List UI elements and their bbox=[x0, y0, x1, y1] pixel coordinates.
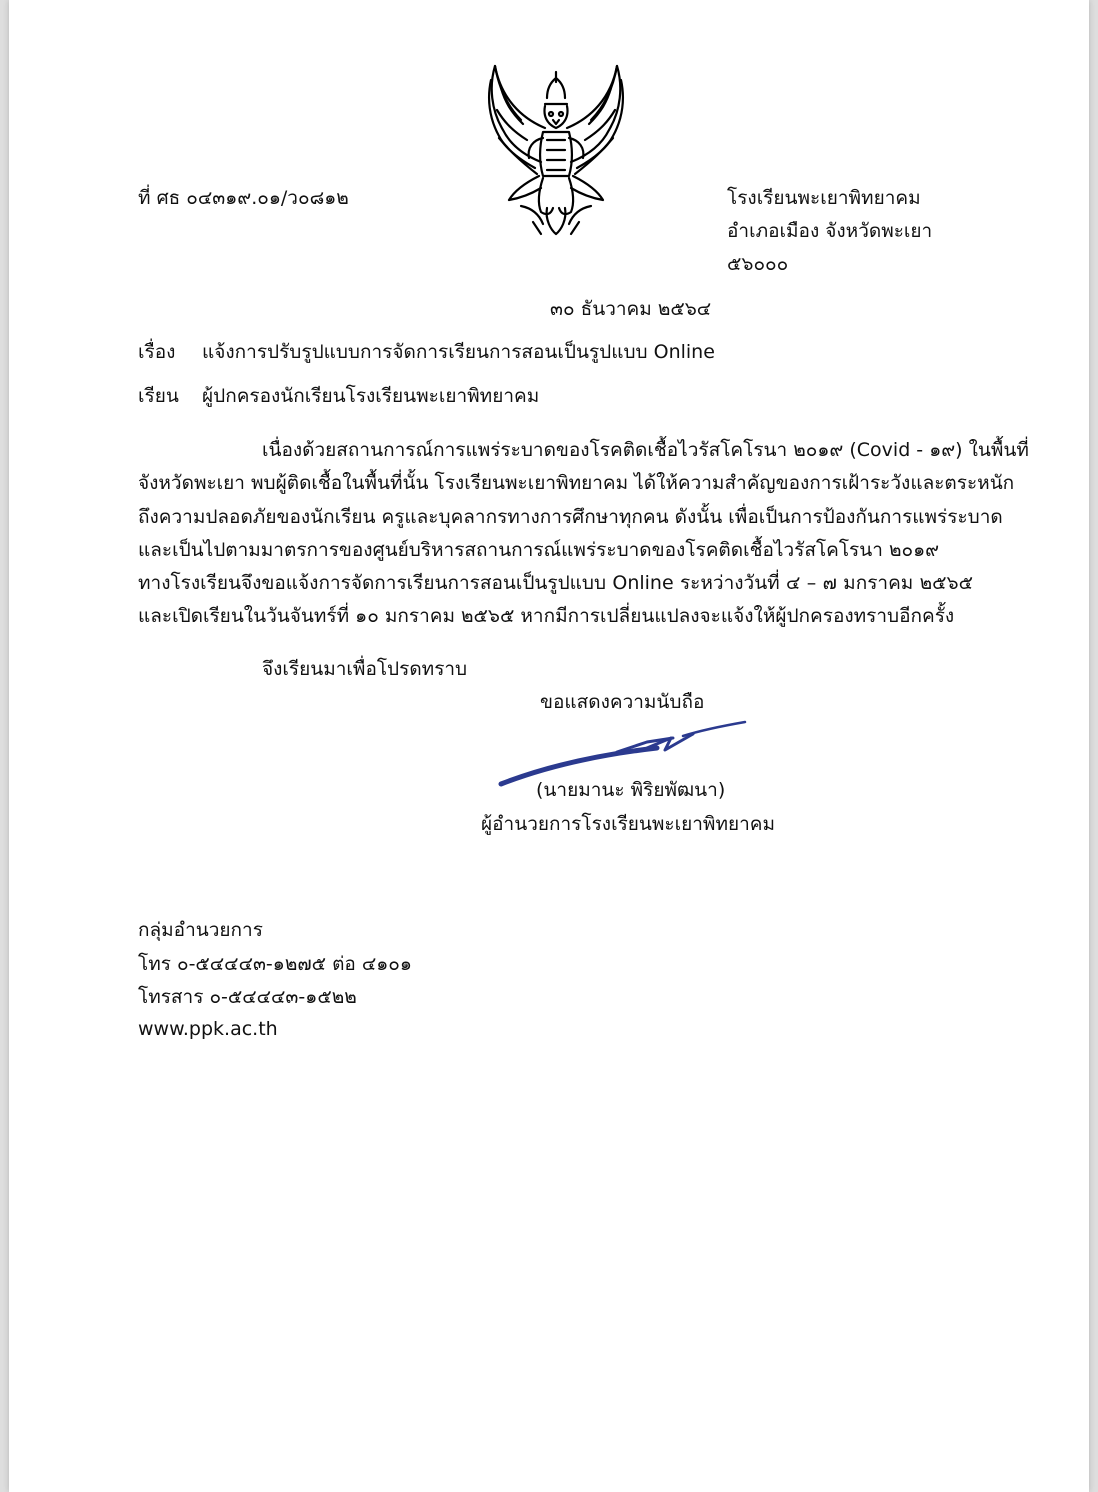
body-line: ถึงความปลอดภัยของนักเรียน ครูและบุคลากรทางการศึกษาทุกคน ดังนั้น เพื่อเป็นการป้องกันการแพร่ระบาด bbox=[138, 506, 1003, 528]
body-line: ทางโรงเรียนจึงขอแจ้งการจัดการเรียนการสอนเป็นรูปแบบ Online ระหว่างวันที่ ๔ – ๗ มกราคม ๒๕๖๕ bbox=[138, 572, 973, 594]
body-line: และเปิดเรียนในวันจันทร์ที่ ๑๐ มกราคม ๒๕๖๕ หากมีการเปลี่ยนแปลงจะแจ้งให้ผู้ปกครองทราบอีกครั้ง bbox=[138, 605, 955, 627]
to-text: ผู้ปกครองนักเรียนโรงเรียนพะเยาพิทยาคม bbox=[202, 385, 540, 407]
fax-number: โทรสาร ๐-๕๔๔๔๓-๑๕๒๒ bbox=[138, 986, 357, 1008]
closing-line: จึงเรียนมาเพื่อโปรดทราบ bbox=[262, 658, 468, 680]
website-link[interactable]: www.ppk.ac.th bbox=[138, 1018, 278, 1040]
regards-text: ขอแสดงความนับถือ bbox=[540, 691, 705, 713]
body-line: เนื่องด้วยสถานการณ์การแพร่ระบาดของโรคติดเชื้อไวรัสโคโรนา ๒๐๑๙ (Covid - ๑๙) ในพื้นที่ bbox=[262, 439, 1029, 461]
subject-text: แจ้งการปรับรูปแบบการจัดการเรียนการสอนเป็นรูปแบบ Online bbox=[202, 341, 715, 363]
signer-position: ผู้อำนวยการโรงเรียนพะเยาพิทยาคม bbox=[481, 813, 775, 835]
school-address: อำเภอเมือง จังหวัดพะเยา bbox=[727, 220, 933, 242]
signer-name: (นายมานะ พิริยพัฒนา) bbox=[536, 779, 726, 801]
postal-code: ๕๖๐๐๐ bbox=[727, 253, 789, 275]
to-label: เรียน bbox=[138, 385, 179, 407]
subject-label: เรื่อง bbox=[138, 341, 176, 363]
letter-page bbox=[9, 0, 1089, 1492]
reference-number: ที่ ศธ ๐๔๓๑๙.๐๑/ว๐๘๑๒ bbox=[138, 187, 349, 209]
school-name: โรงเรียนพะเยาพิทยาคม bbox=[727, 187, 921, 209]
department-name: กลุ่มอำนวยการ bbox=[138, 919, 263, 941]
body-line: และเป็นไปตามมาตรการของศูนย์บริหารสถานการณ์แพร่ระบาดของโรคติดเชื้อไวรัสโคโรนา ๒๐๑๙ bbox=[138, 539, 940, 561]
phone-number: โทร ๐-๕๔๔๔๓-๑๒๗๕ ต่อ ๔๑๐๑ bbox=[138, 953, 412, 975]
letter-date: ๓๐ ธันวาคม ๒๕๖๔ bbox=[550, 298, 712, 320]
body-line: จังหวัดพะเยา พบผู้ติดเชื้อในพื้นที่นั้น โรงเรียนพะเยาพิทยาคม ได้ให้ความสำคัญของการเฝ้าระวังและตระหนัก bbox=[138, 472, 1015, 494]
garuda-emblem-icon bbox=[481, 58, 631, 240]
